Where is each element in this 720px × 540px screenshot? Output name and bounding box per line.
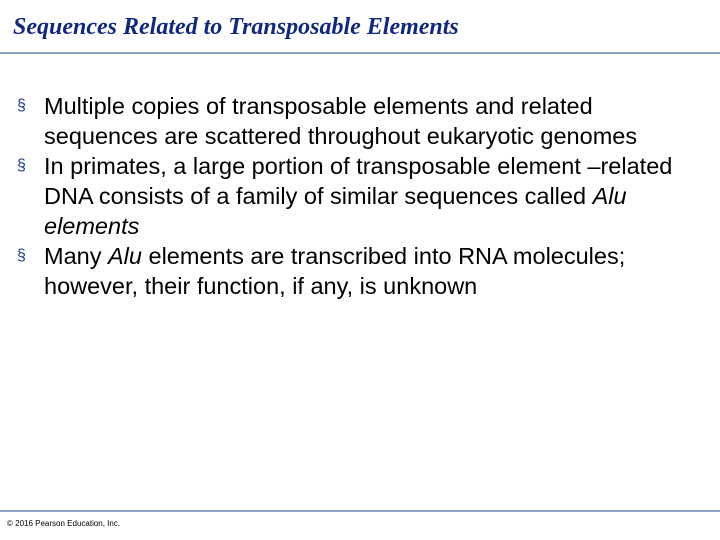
bullet-text-italic: Alu elements <box>44 183 627 239</box>
bullet-text <box>44 243 625 299</box>
section-sign-bullet-icon: § <box>17 97 26 114</box>
bullet-text-segment: elements are transcribed into RNA molecules; however, their function, if any, is unknown <box>44 243 626 299</box>
bullet-item <box>17 151 707 241</box>
copyright-notice: © 2016 Pearson Education, Inc. <box>7 519 121 528</box>
bullet-text-segment: Many <box>44 243 108 269</box>
bullet-text <box>44 93 637 149</box>
section-sign-bullet-icon: § <box>17 247 26 264</box>
bullet-text <box>44 153 672 239</box>
bullet-text-segment: In primates, a large portion of transposable element –related DNA consists of a family of similar sequences called <box>44 153 673 209</box>
bullet-text-segment: Multiple copies of transposable elements and related sequences are scattered throughout eukaryotic genomes <box>44 93 638 149</box>
bullet-item <box>17 91 707 151</box>
bullet-list <box>17 91 707 301</box>
title-divider <box>0 52 720 54</box>
bullet-item <box>17 241 707 301</box>
bullet-text-italic: Alu <box>108 243 142 269</box>
slide-title: Sequences Related to Transposable Elements <box>13 14 459 40</box>
section-sign-bullet-icon: § <box>17 157 26 174</box>
footer-divider <box>0 510 720 512</box>
